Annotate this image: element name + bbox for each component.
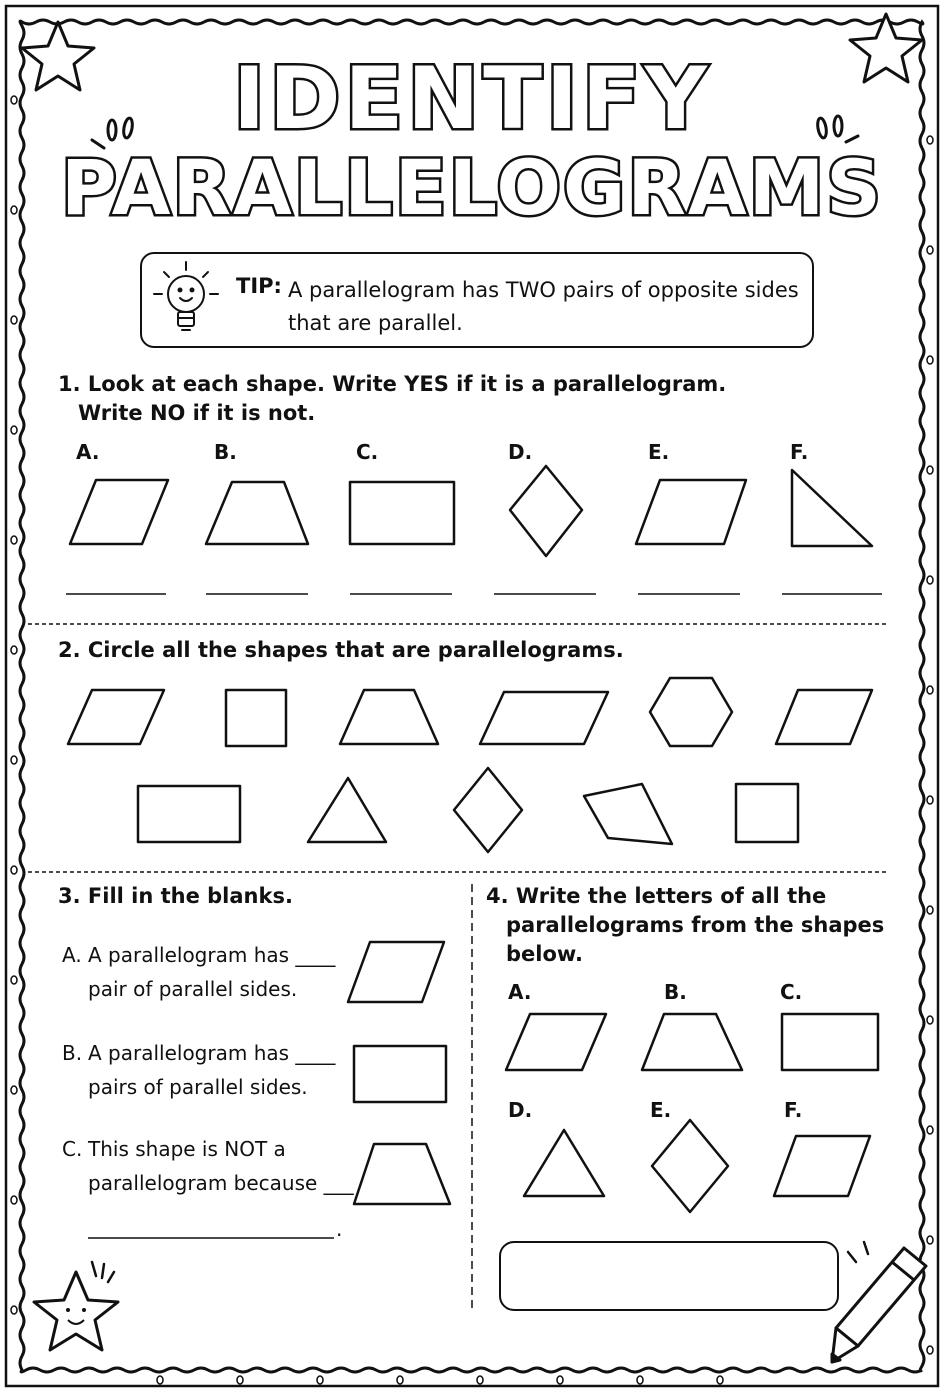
border-dot xyxy=(11,1196,17,1204)
q3-b-line1: A parallelogram has ____ xyxy=(88,1041,336,1065)
q3-c-line2: parallelogram because ___ xyxy=(88,1171,354,1195)
border-dot xyxy=(927,356,933,364)
border-dot xyxy=(317,1376,323,1384)
q3-a-line2: pair of parallel sides. xyxy=(88,977,298,1001)
border-dot xyxy=(717,1376,723,1384)
border-dot xyxy=(927,466,933,474)
q1-label-a: A. xyxy=(76,440,100,464)
border-dot xyxy=(927,1346,933,1354)
q3-prompt: 3. Fill in the blanks. xyxy=(58,884,293,908)
q3-c-line1: This shape is NOT a xyxy=(88,1137,286,1161)
q4-prompt-line1: 4. Write the letters of all the xyxy=(486,884,827,908)
q3-c-label: C. xyxy=(62,1137,83,1161)
q1-label-d: D. xyxy=(508,440,533,464)
border-dot xyxy=(11,866,17,874)
border-dot xyxy=(927,246,933,254)
border-dot xyxy=(557,1376,563,1384)
border-dot xyxy=(11,536,17,544)
q1-label-c: C. xyxy=(356,440,379,464)
page-title-line1: IDENTIFY xyxy=(233,49,711,149)
border-dot xyxy=(927,906,933,914)
q2-prompt: 2. Circle all the shapes that are parallelograms. xyxy=(58,638,624,662)
q3-c-line3: . xyxy=(336,1217,343,1241)
q4-label-e: E. xyxy=(650,1098,672,1122)
q3-b-line2: pairs of parallel sides. xyxy=(88,1075,308,1099)
q4-label-a: A. xyxy=(508,980,532,1004)
q3-b-label: B. xyxy=(62,1041,83,1065)
tip-label: TIP: xyxy=(236,274,282,298)
q1-prompt-line1: 1. Look at each shape. Write YES if it is a parallelogram. xyxy=(58,372,727,396)
q1-label-b: B. xyxy=(214,440,237,464)
border-dot xyxy=(157,1376,163,1384)
border-dot xyxy=(11,646,17,654)
q4-label-c: C. xyxy=(780,980,803,1004)
q4-prompt-line3: below. xyxy=(506,942,583,966)
border-dot xyxy=(11,1306,17,1314)
q1-label-e: E. xyxy=(648,440,670,464)
tip-text: A parallelogram has TWO pairs of opposite sides that are parallel. xyxy=(288,278,799,335)
q4-label-b: B. xyxy=(664,980,687,1004)
border-dot xyxy=(11,426,17,434)
q1-label-f: F. xyxy=(790,440,809,464)
q4-label-d: D. xyxy=(508,1098,533,1122)
q4-label-f: F. xyxy=(784,1098,803,1122)
border-dot xyxy=(927,1016,933,1024)
q3-a-line1: A parallelogram has ____ xyxy=(88,943,336,967)
border-dot xyxy=(927,1236,933,1244)
border-dot xyxy=(11,316,17,324)
border-dot xyxy=(11,976,17,984)
border-dot xyxy=(927,686,933,694)
border-dot xyxy=(637,1376,643,1384)
q4-prompt-line2: parallelograms from the shapes xyxy=(506,913,885,937)
border-dot xyxy=(927,1126,933,1134)
border-dot xyxy=(237,1376,243,1384)
border-dot xyxy=(927,796,933,804)
q1-prompt-line2: Write NO if it is not. xyxy=(78,401,316,425)
page-title-line2: PARALLELOGRAMS xyxy=(60,143,884,232)
border-dot xyxy=(11,756,17,764)
border-dot xyxy=(397,1376,403,1384)
border-dot xyxy=(477,1376,483,1384)
border-dot xyxy=(11,1086,17,1094)
q3-a-label: A. xyxy=(62,943,82,967)
border-dot xyxy=(927,576,933,584)
